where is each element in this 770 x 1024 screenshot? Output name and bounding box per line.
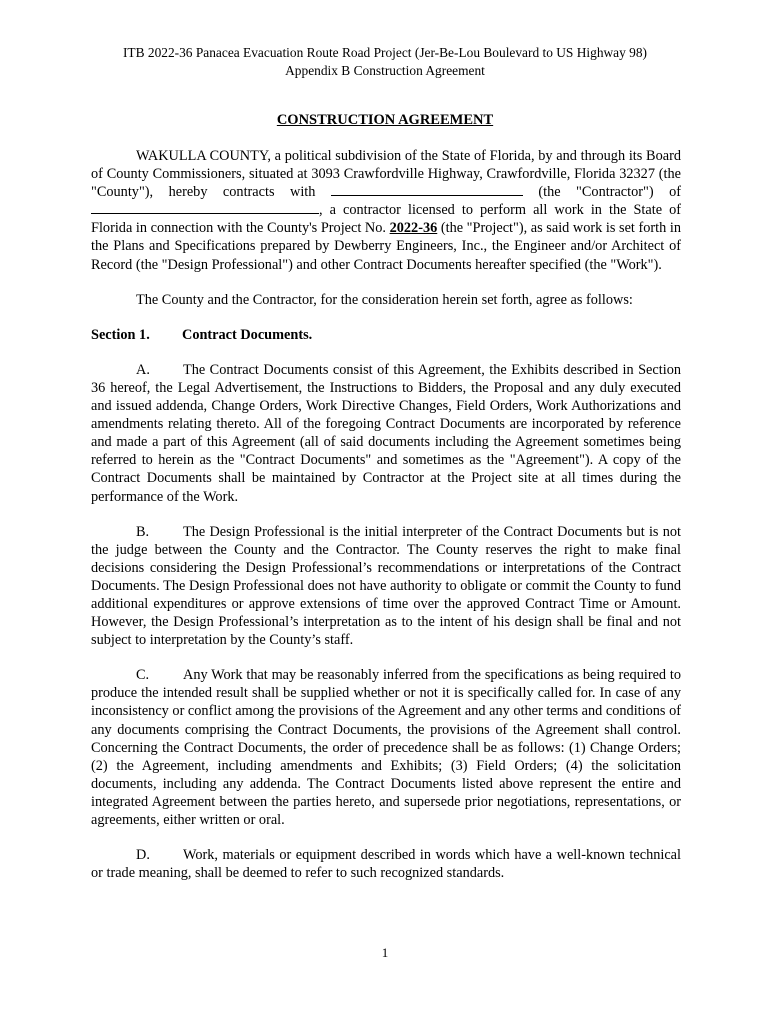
section-heading bbox=[91, 326, 681, 344]
intro-paragraph bbox=[91, 147, 681, 274]
paragraph-text: Work, materials or equipment described in words which have a well-known technical or trade meaning, shall be deemed to refer to such recognized standards. bbox=[91, 847, 681, 882]
header-line-1: ITB 2022-36 Panacea Evacuation Route Road Project (Jer-Be-Lou Boulevard to US Highway 98) bbox=[122, 45, 648, 60]
paragraph-text: Any Work that may be reasonably inferred from the specifications as being required to produce the intended result shall be supplied whether or not it is specifically called for. In case of any inconsistency or conflict among the provisions of the Agreement and any other terms and conditions of any documents comprising the Contract Documents, the provisions of the Agreement shall control. Concerning the Contract Documents, the order of precedence shall be as follows: (1) Change Orders; (2) the Agreement, including amendments and Exhibits; (3) Field Orders; (4) the solicitation documents, including any addenda. The Contract Documents listed above represent the entire and integrated Agreement between the parties hereto, and supersede prior negotiations, representations, or agreements, either written or oral. bbox=[91, 667, 681, 828]
section-title: Contract Documents. bbox=[182, 326, 313, 343]
project-number: 2022-36 bbox=[389, 220, 438, 237]
intro-text-4: (the "Project"), as said work is set forth in the Plans and Specifications prepared by Dewberry Engineers, Inc., the Engineer and/or Architect of Record (the "Design Professional") and other Contract Documents hereafter specified (the "Work"). bbox=[91, 220, 682, 273]
paragraph-b bbox=[91, 523, 681, 650]
paragraph-letter: A. bbox=[136, 361, 150, 378]
paragraph-a bbox=[91, 361, 681, 506]
intro-text-2: (the "Contractor") of bbox=[538, 184, 681, 201]
intro-text-1: WAKULLA COUNTY, a political subdivision of the State of Florida, by and through its Board of County Commissioners, situated at 3093 Crawfordville Highway, Crawfordville, Florida 32327 (the "County"), hereby contracts with bbox=[91, 148, 681, 201]
intro-text-3: , a contractor licensed to perform all work in the State of Florida in connection with the County's Project No. bbox=[91, 202, 681, 237]
document-body bbox=[91, 147, 681, 899]
paragraph-letter: B. bbox=[136, 523, 150, 540]
paragraph-letter: C. bbox=[136, 667, 150, 684]
document-title: CONSTRUCTION AGREEMENT bbox=[276, 112, 494, 128]
paragraph-text: The Design Professional is the initial interpreter of the Contract Documents but is not the judge between the County and the Contractor. The County reserves the right to make final decisions considering the Design Professional’s recommendations or interpretations of the Contract Documents. The Design Professional does not have authority to obligate or commit the County to fund additional expenditures or approve extensions of time over the approved Contract Time or Amount. However, the Design Professional’s interpretation as to the intent of his design shall be final and not subject to interpretation by the County’s staff. bbox=[91, 523, 681, 649]
contractor-name-blank bbox=[331, 183, 523, 196]
paragraph-letter: D. bbox=[136, 847, 150, 864]
contractor-address-blank bbox=[91, 201, 319, 214]
paragraph-d bbox=[91, 846, 681, 882]
paragraph-c bbox=[91, 666, 681, 829]
document-header bbox=[0, 44, 770, 80]
consideration-paragraph: The County and the Contractor, for the consideration herein set forth, agree as follows: bbox=[136, 291, 633, 308]
paragraph-text: The Contract Documents consist of this Agreement, the Exhibits described in Section 36 hereof, the Legal Advertisement, the Instructions to Bidders, the Proposal and any duly executed and issued addenda, Change Orders, Work Directive Changes, Field Orders, Work Authorizations and amendments relating thereto. All of the foregoing Contract Documents are incorporated by reference and made a part of this Agreement (all of said documents including the Agreement sometimes being referred to herein as the "Contract Documents" and sometimes as the "Agreement"). A copy of the Contract Documents shall be maintained by Contractor at the Project site at all times during the performance of the Work. bbox=[91, 361, 681, 505]
section-number: Section 1. bbox=[91, 326, 150, 343]
page-number: 1 bbox=[381, 945, 389, 960]
header-line-2: Appendix B Construction Agreement bbox=[285, 63, 485, 78]
